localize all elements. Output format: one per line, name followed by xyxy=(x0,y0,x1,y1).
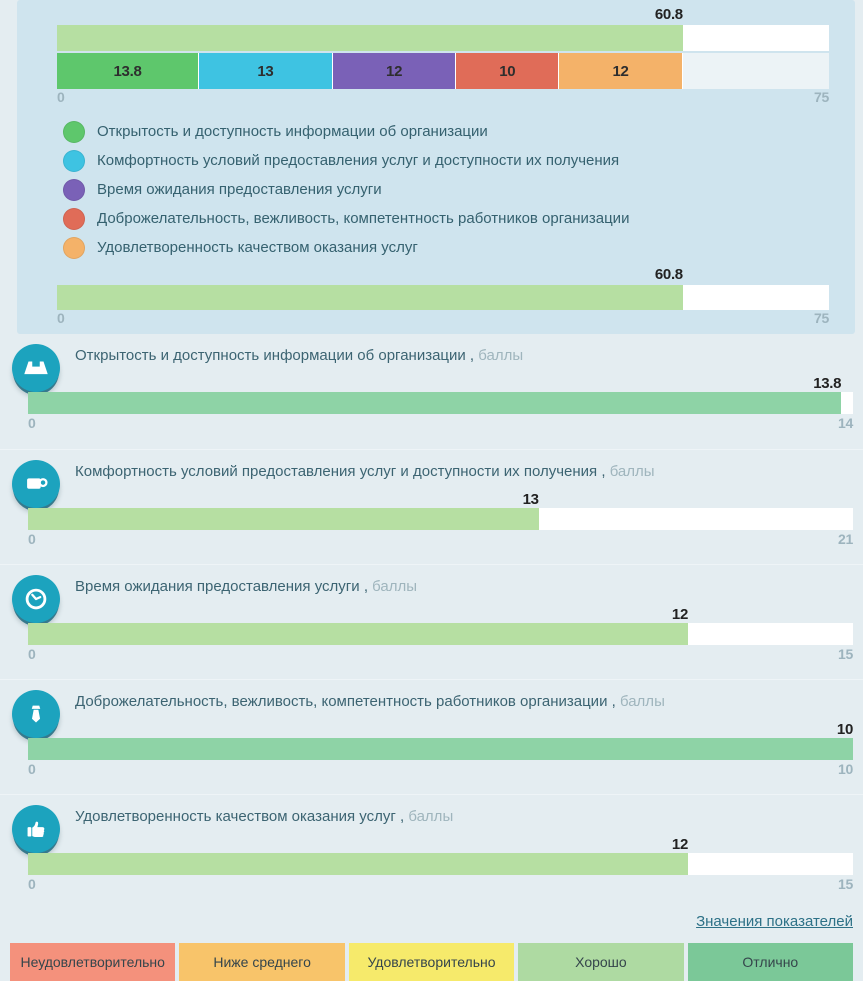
indicator-section-satisfaction xyxy=(0,794,863,909)
scale-min: 0 xyxy=(57,310,65,326)
legend-item-satisfaction xyxy=(63,233,829,262)
scale-max: 21 xyxy=(838,531,853,547)
overall-bar-fill xyxy=(57,25,683,51)
rating-chip-below-average: Ниже среднего xyxy=(179,943,344,981)
scale-max: 15 xyxy=(838,876,853,892)
comma: , xyxy=(395,808,409,825)
units-label: баллы xyxy=(372,578,418,595)
comma: , xyxy=(597,463,610,480)
indicator-label xyxy=(75,577,853,597)
indicator-value: 12 xyxy=(671,836,688,853)
legend-label: Комфортность условий предоставления услуг и доступности их получения xyxy=(97,152,620,169)
stacked-segment-waiting-time: 12 xyxy=(333,53,457,89)
indicator-section-staff xyxy=(0,679,863,794)
legend-item-staff xyxy=(63,204,829,233)
legend-label: Открытость и доступность информации об организации xyxy=(97,123,488,140)
indicator-bar-fill xyxy=(28,738,853,760)
comma: , xyxy=(465,347,479,364)
units-label: баллы xyxy=(619,693,665,710)
indicator-bar xyxy=(28,738,853,760)
thumbs-up-icon xyxy=(12,805,60,853)
indicator-bar-fill xyxy=(28,392,841,414)
indicator-label xyxy=(75,692,853,712)
rating-chip-excellent: Отлично xyxy=(688,943,853,981)
scale-min: 0 xyxy=(28,761,36,777)
legend-label: Доброжелательность, вежливость, компетентность работников организации xyxy=(97,210,630,227)
rating-scale xyxy=(10,943,853,981)
indicator-label xyxy=(75,462,853,482)
indicator-bar xyxy=(28,508,853,530)
overall-value-top xyxy=(57,6,829,23)
clock-icon xyxy=(12,575,60,623)
indicator-label xyxy=(75,807,853,827)
footer-link-row xyxy=(0,909,863,937)
units-label: баллы xyxy=(609,463,655,480)
indicator-bar-fill xyxy=(28,623,688,645)
overall-scale-top xyxy=(57,89,829,105)
scale-min: 0 xyxy=(28,531,36,547)
indicator-value: 13.8 xyxy=(813,375,842,392)
stacked-segment-staff: 10 xyxy=(456,53,559,89)
indicator-section-openness xyxy=(0,334,863,449)
stacked-segment-satisfaction: 12 xyxy=(559,53,683,89)
stacked-segment-openness: 13.8 xyxy=(57,53,199,89)
overall-value-label: 60.8 xyxy=(654,6,683,23)
indicator-bar xyxy=(28,623,853,645)
indicator-value: 13 xyxy=(522,491,539,508)
scale-min: 0 xyxy=(28,415,36,431)
scale-max: 15 xyxy=(838,646,853,662)
cup-icon xyxy=(12,460,60,508)
indicator-title: Доброжелательность, вежливость, компетентность работников организации xyxy=(75,693,608,710)
indicator-bar-fill xyxy=(28,508,539,530)
legend-dot-purple xyxy=(63,179,85,201)
indicator-values-link[interactable]: Значения показателей xyxy=(696,913,853,930)
indicator-value: 12 xyxy=(671,606,688,623)
indicator-bar-area xyxy=(28,721,853,777)
rating-chip-unsatisfactory: Неудовлетворительно xyxy=(10,943,175,981)
indicator-bar-fill xyxy=(28,853,688,875)
indicator-bar xyxy=(28,392,853,414)
indicator-bar xyxy=(28,853,853,875)
indicator-bar-area xyxy=(28,606,853,662)
legend-item-waiting-time xyxy=(63,175,829,204)
scale-max: 75 xyxy=(814,89,829,105)
legend-label: Время ожидания предоставления услуги xyxy=(97,181,382,198)
overall-bar-bottom xyxy=(57,285,829,310)
indicator-section-comfort xyxy=(0,449,863,564)
legend-label: Удовлетворенность качеством оказания услуг xyxy=(97,239,418,256)
stacked-indicator-bar xyxy=(57,53,829,89)
indicator-bar-area xyxy=(28,375,853,431)
legend-item-comfort xyxy=(63,146,829,175)
indicator-label xyxy=(75,346,853,366)
legend xyxy=(63,117,829,262)
indicator-bar-area xyxy=(28,491,853,547)
scale-max: 14 xyxy=(838,415,853,431)
legend-item-openness xyxy=(63,117,829,146)
summary-panel xyxy=(17,0,855,334)
indicator-title: Удовлетворенность качеством оказания услуг xyxy=(75,808,396,825)
overall-value-label: 60.8 xyxy=(654,266,683,283)
units-label: баллы xyxy=(408,808,454,825)
indicator-title: Комфортность условий предоставления услуг и доступности их получения xyxy=(75,463,598,480)
stacked-segment-comfort: 13 xyxy=(199,53,333,89)
indicator-value: 10 xyxy=(836,721,853,738)
rating-chip-good: Хорошо xyxy=(518,943,683,981)
scale-min: 0 xyxy=(28,876,36,892)
scale-min: 0 xyxy=(28,646,36,662)
overall-value-bottom xyxy=(57,266,829,283)
comma: , xyxy=(359,578,373,595)
overall-bar-fill xyxy=(57,285,683,310)
rating-chip-satisfactory: Удовлетворительно xyxy=(349,943,514,981)
indicator-title: Открытость и доступность информации об организации xyxy=(75,347,466,364)
units-label: баллы xyxy=(478,347,524,364)
scale-max: 75 xyxy=(814,310,829,326)
overall-bar-top xyxy=(57,25,829,51)
legend-dot-orange xyxy=(63,237,85,259)
legend-dot-cyan xyxy=(63,150,85,172)
indicator-title: Время ожидания предоставления услуги xyxy=(75,578,360,595)
legend-dot-green xyxy=(63,121,85,143)
inbox-icon xyxy=(12,344,60,392)
scale-min: 0 xyxy=(57,89,65,105)
comma: , xyxy=(607,693,620,710)
indicator-bar-area xyxy=(28,836,853,892)
overall-scale-bottom xyxy=(57,310,829,326)
tie-icon xyxy=(12,690,60,738)
indicator-section-waiting-time xyxy=(0,564,863,679)
legend-dot-red xyxy=(63,208,85,230)
scale-max: 10 xyxy=(838,761,853,777)
